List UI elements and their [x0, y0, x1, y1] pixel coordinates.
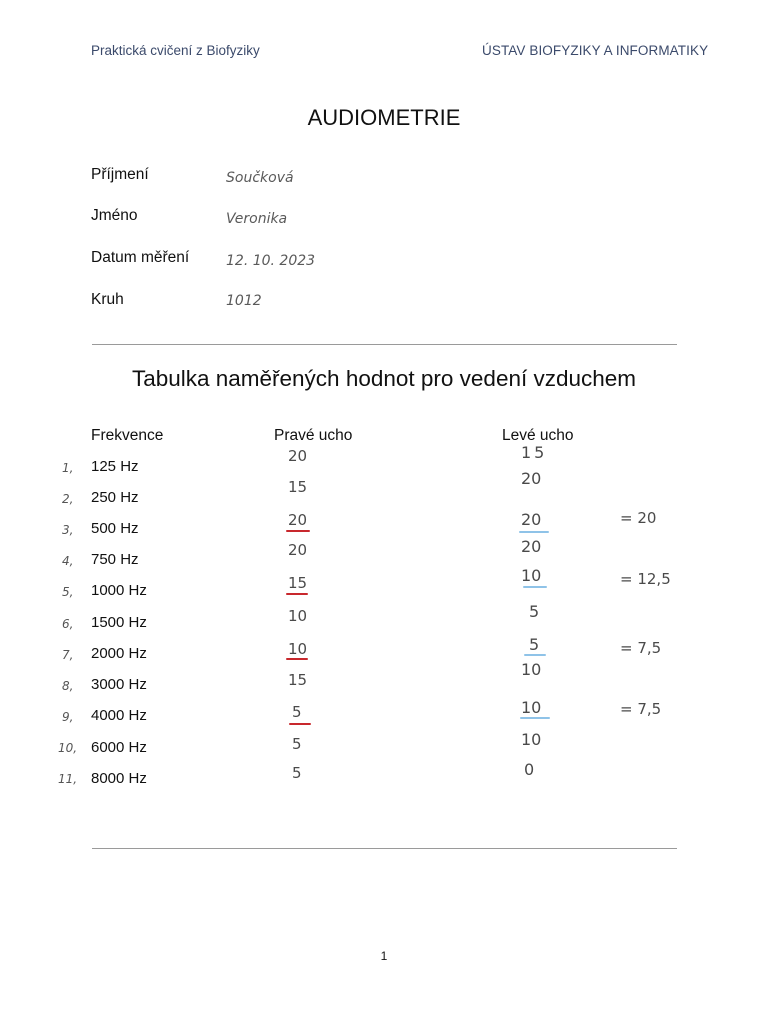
row-number: 10, [58, 741, 78, 755]
left-ear-value: 10 [521, 566, 542, 585]
right-ear-value: 5 [292, 735, 302, 753]
frequency-cell: 8000 Hz [91, 770, 147, 787]
field-label-name: Jméno [91, 207, 138, 224]
column-header-frequency: Frekvence [91, 427, 164, 444]
left-ear-value: 15 [521, 443, 548, 462]
left-ear-underline [520, 717, 550, 719]
row-number: 1, [62, 461, 74, 475]
field-value-name: Veronika [226, 211, 288, 227]
left-ear-value: 0 [524, 760, 535, 779]
right-ear-value: 10 [288, 607, 308, 625]
frequency-cell: 500 Hz [91, 520, 139, 537]
field-value-date: 12. 10. 2023 [226, 253, 316, 269]
frequency-cell: 6000 Hz [91, 739, 147, 756]
right-ear-value: 5 [292, 703, 302, 721]
frequency-cell: 1500 Hz [91, 614, 147, 631]
header-course-title: Praktická cvičení z Biofyziky [91, 43, 260, 58]
frequency-cell: 1000 Hz [91, 582, 147, 599]
document-title: AUDIOMETRIE [307, 105, 461, 130]
left-ear-value: 5 [529, 635, 540, 654]
right-ear-value: 15 [288, 574, 308, 592]
right-ear-underline [286, 658, 308, 660]
left-ear-value: 20 [521, 469, 542, 488]
field-label-group: Kruh [91, 291, 124, 308]
row-number: 4, [62, 554, 74, 568]
frequency-cell: 3000 Hz [91, 676, 147, 693]
column-header-left-ear: Levé ucho [502, 427, 574, 444]
left-ear-value: 10 [521, 730, 542, 749]
page-number: 1 [380, 949, 388, 963]
average-value: = 20 [620, 509, 657, 527]
row-number: 11, [58, 772, 78, 786]
row-number: 3, [62, 523, 74, 537]
right-ear-value: 15 [288, 671, 308, 689]
row-number: 2, [62, 492, 74, 506]
right-ear-value: 20 [288, 447, 308, 465]
frequency-cell: 4000 Hz [91, 707, 147, 724]
divider-bottom [92, 848, 677, 849]
left-ear-value: 10 [521, 660, 542, 679]
frequency-cell: 2000 Hz [91, 645, 147, 662]
field-label-surname: Příjmení [91, 166, 149, 183]
right-ear-underline [286, 530, 310, 532]
column-header-right-ear: Pravé ucho [274, 427, 353, 444]
row-number: 7, [62, 648, 74, 662]
frequency-cell: 250 Hz [91, 489, 139, 506]
right-ear-underline [286, 593, 308, 595]
average-value: = 7,5 [620, 700, 662, 718]
left-ear-value: 10 [521, 698, 542, 717]
field-label-date: Datum měření [91, 249, 190, 266]
right-ear-value: 5 [292, 764, 302, 782]
row-number: 9, [62, 710, 74, 724]
table-title: Tabulka naměřených hodnot pro vedení vzduchem [131, 366, 637, 391]
frequency-cell: 125 Hz [91, 458, 139, 475]
right-ear-value: 20 [288, 511, 308, 529]
left-ear-underline [523, 586, 547, 588]
field-value-group: 1012 [226, 293, 262, 309]
left-ear-underline [524, 654, 546, 656]
left-ear-value: 20 [521, 537, 542, 556]
right-ear-value: 10 [288, 640, 308, 658]
row-number: 6, [62, 617, 74, 631]
average-value: = 12,5 [620, 570, 671, 588]
divider-top [92, 344, 677, 345]
frequency-cell: 750 Hz [91, 551, 139, 568]
left-ear-value: 5 [529, 602, 540, 621]
header-institute: ÚSTAV BIOFYZIKY A INFORMATIKY [482, 43, 709, 58]
right-ear-value: 15 [288, 478, 308, 496]
right-ear-underline [289, 723, 311, 725]
row-number: 5, [62, 585, 74, 599]
left-ear-value: 20 [521, 510, 542, 529]
row-number: 8, [62, 679, 74, 693]
field-value-surname: Součková [226, 170, 294, 186]
left-ear-underline [519, 531, 549, 533]
right-ear-value: 20 [288, 541, 308, 559]
average-value: = 7,5 [620, 639, 662, 657]
